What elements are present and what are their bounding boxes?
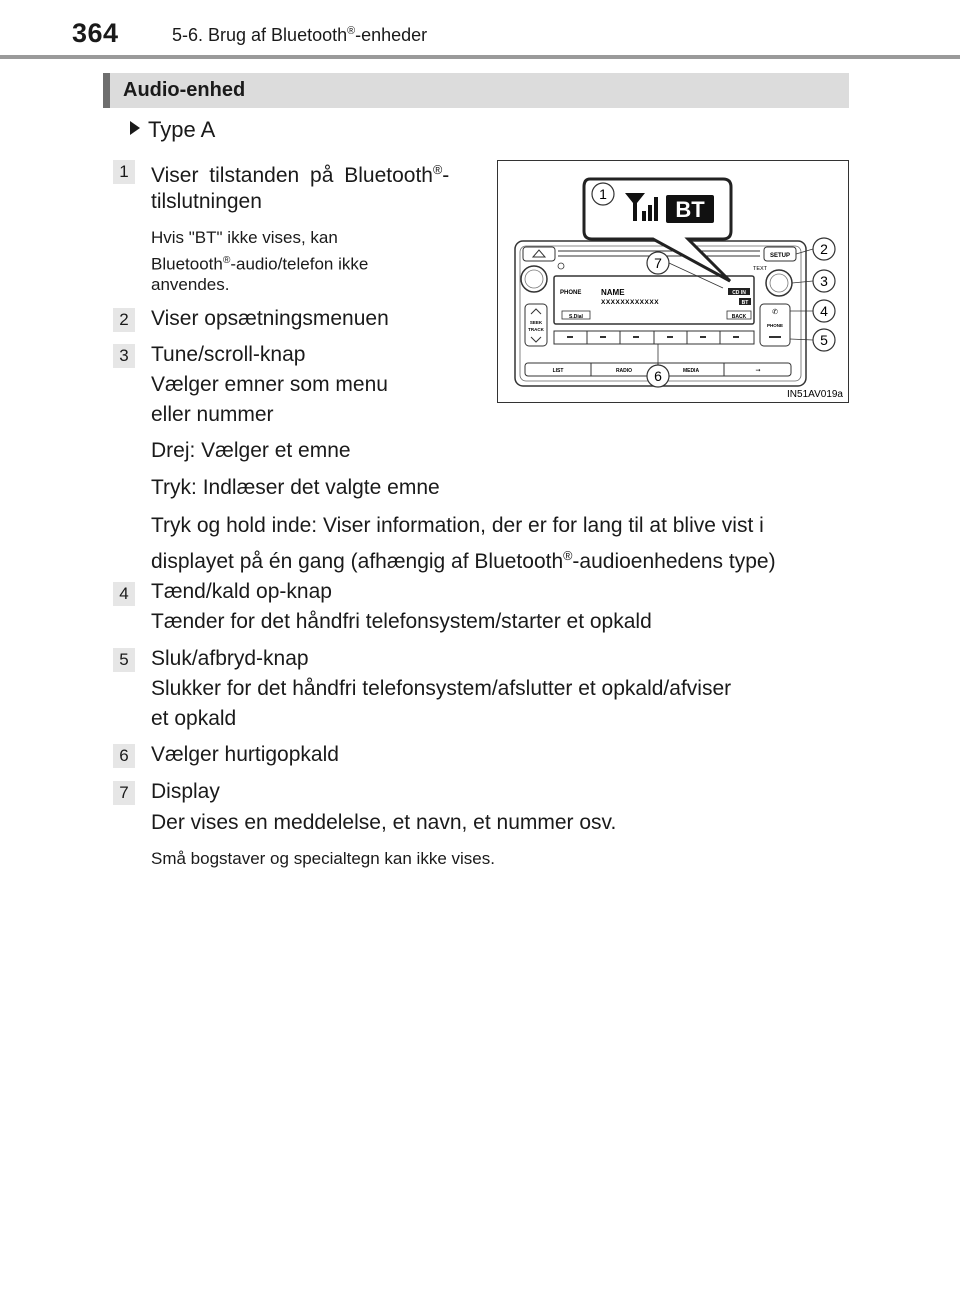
item-1-note-line1: Hvis "BT" ikke vises, kan	[151, 228, 338, 247]
item-3-hold-line1: Tryk og hold inde: Viser information, der er for lang til at blive vist i	[151, 514, 764, 537]
media-button-label: MEDIA	[682, 368, 700, 374]
item-5-title: Sluk/afbryd-knap	[151, 647, 309, 670]
section-title: Audio-enhed	[123, 79, 246, 101]
item-number-badge: 7	[113, 781, 135, 805]
section-accent	[103, 73, 110, 108]
item-number-badge: 4	[113, 582, 135, 606]
callout-4: 4	[820, 303, 828, 319]
item-number-badge: 2	[113, 308, 135, 332]
type-label: Type A	[130, 117, 215, 143]
item-5-line3: et opkald	[151, 707, 237, 730]
audio-unit-diagram	[498, 161, 847, 401]
item-3-turn: Drej: Vælger et emne	[151, 439, 351, 462]
back-label: BACK	[731, 314, 747, 320]
item-number-badge: 6	[113, 744, 135, 768]
item-1-title: Viser tilstanden på Bluetooth®-	[151, 163, 450, 187]
item-1-title-line2: tilslutningen	[151, 190, 262, 213]
seek-track-button	[525, 304, 547, 346]
item-3-line2: Vælger emner som menu	[151, 373, 388, 396]
item-3-title: Tune/scroll-knap	[151, 343, 306, 366]
header-rule	[0, 55, 960, 59]
list-button-label: LIST	[552, 368, 564, 374]
item-1-note-line2: Bluetooth®-audio/telefon ikke	[151, 254, 369, 274]
item-number-badge: 3	[113, 344, 135, 368]
callout-5: 5	[820, 332, 828, 348]
item-6-title: Vælger hurtigopkald	[151, 743, 339, 766]
bt-status-label: BT	[675, 197, 705, 222]
phone-call-icon: ✆	[772, 309, 778, 316]
phone-connect-icon: ⇝	[755, 368, 761, 374]
item-3-hold-line2: displayet på én gang (afhængig af Bluetooth®-audioenhedens type)	[151, 549, 776, 573]
callout-2: 2	[820, 241, 828, 257]
seek-label: SEEK	[529, 320, 543, 325]
item-number-badge: 5	[113, 648, 135, 672]
callout-7: 7	[654, 255, 662, 271]
screen-number: XXXXXXXXXXXX	[601, 299, 660, 306]
section-heading	[103, 73, 849, 108]
figure-id-code: IN51AV019a	[787, 389, 843, 400]
radio-button-label: RADIO	[615, 368, 633, 374]
screen-mode-label: PHONE	[560, 290, 582, 296]
screen-name: NAME	[601, 288, 625, 297]
bt-label-small: BT	[741, 300, 749, 306]
phone-label: PHONE	[766, 323, 784, 328]
item-1-note-line3: anvendes.	[151, 275, 230, 294]
page-number: 364	[72, 18, 119, 48]
item-4-line2: Tænder for det håndfri telefonsystem/starter et opkald	[151, 610, 652, 633]
item-2-title: Viser opsætningsmenuen	[151, 307, 389, 330]
eject-button	[523, 247, 555, 261]
text-button-label: TEXT	[752, 266, 768, 272]
bullet-triangle-icon	[130, 121, 140, 135]
track-label: TRACK	[528, 327, 544, 332]
item-7-note: Små bogstaver og specialtegn kan ikke vises.	[151, 849, 495, 868]
setup-button-label: SETUP	[769, 253, 791, 259]
cd-in-label: CD IN	[732, 290, 746, 296]
audio-unit-illustration	[497, 160, 849, 403]
item-number-badge: 1	[113, 160, 135, 184]
callout-1: 1	[599, 186, 607, 202]
item-4-title: Tænd/kald op-knap	[151, 580, 332, 603]
speed-dial-label: S.Dial	[569, 314, 583, 320]
callout-3: 3	[820, 273, 828, 289]
item-5-line2: Slukker for det håndfri telefonsystem/afslutter et opkald/afviser	[151, 677, 732, 700]
item-7-line2: Der vises en meddelelse, et navn, et nummer osv.	[151, 811, 617, 834]
callout-6: 6	[654, 368, 662, 384]
item-3-line3: eller nummer	[151, 403, 274, 426]
chapter-title: 5-6. Brug af Bluetooth®-enheder	[172, 25, 428, 45]
item-3-press: Tryk: Indlæser det valgte emne	[151, 476, 440, 499]
item-7-title: Display	[151, 780, 220, 803]
